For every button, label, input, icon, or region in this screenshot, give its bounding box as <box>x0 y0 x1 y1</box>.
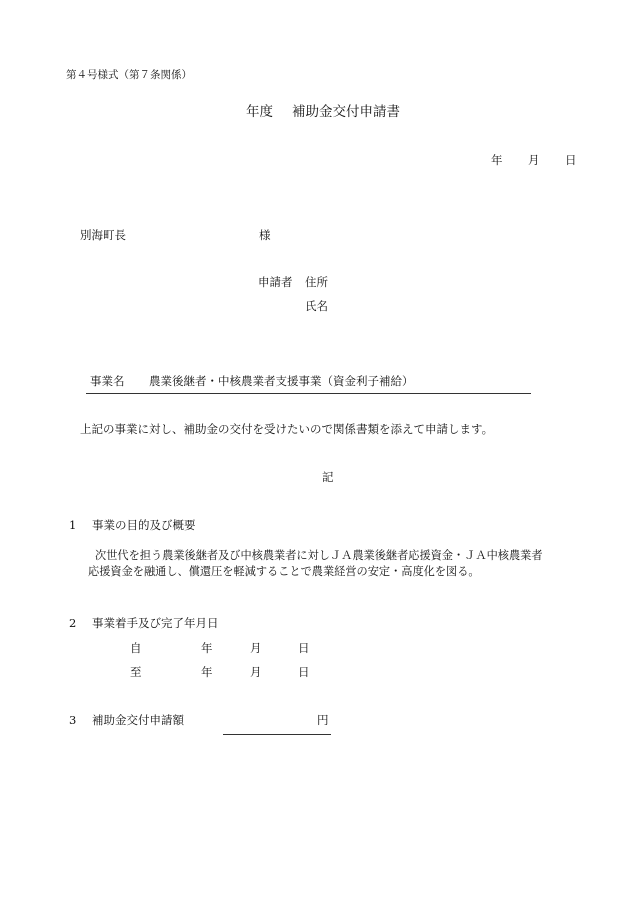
end-date-label: 至 <box>130 665 142 679</box>
start-year-label: 年 <box>201 641 213 655</box>
request-sentence: 上記の事業に対し、補助金の交付を受けたいので関係書類を添えて申請します。 <box>80 422 494 436</box>
applicant-name-label: 氏名 <box>305 299 328 313</box>
end-month-label: 月 <box>250 665 262 679</box>
date-month-label: 月 <box>528 153 540 167</box>
section1-number: 1 <box>69 518 77 532</box>
addressee-name: 別海町長 <box>80 228 126 242</box>
section2-title: 事業着手及び完了年月日 <box>92 616 219 630</box>
applicant-address-label: 住所 <box>305 275 328 289</box>
date-year-label: 年 <box>491 153 503 167</box>
project-underline <box>86 393 531 394</box>
form-number: 第４号様式（第７条関係） <box>66 69 192 81</box>
start-day-label: 日 <box>298 641 310 655</box>
section1-body-line1: 次世代を担う農業後継者及び中核農業者に対しＪＡ農業後継者応援資金・ＪＡ中核農業者 <box>95 549 543 562</box>
section1-title: 事業の目的及び概要 <box>92 518 196 532</box>
start-month-label: 月 <box>250 641 262 655</box>
project-label: 事業名 <box>90 374 125 388</box>
section3-number: 3 <box>69 713 77 727</box>
ki-marker: 記 <box>322 470 334 484</box>
applicant-label: 申請者 <box>258 275 293 289</box>
date-day-label: 日 <box>565 153 577 167</box>
addressee-honorific: 様 <box>259 228 271 242</box>
section3-title: 補助金交付申請額 <box>92 713 184 727</box>
amount-unit: 円 <box>317 713 329 727</box>
end-day-label: 日 <box>298 665 310 679</box>
amount-underline <box>223 734 331 735</box>
section2-number: 2 <box>69 616 77 630</box>
page-title: 補助金交付申請書 <box>292 104 400 120</box>
section1-body-line2: 応援資金を融通し、償還圧を軽減することで農業経営の安定・高度化を図る。 <box>88 565 480 578</box>
end-year-label: 年 <box>201 665 213 679</box>
start-date-label: 自 <box>130 641 142 655</box>
title-year-label: 年度 <box>246 104 273 120</box>
project-name: 農業後継者・中核農業者支援事業（資金利子補給） <box>149 374 414 388</box>
